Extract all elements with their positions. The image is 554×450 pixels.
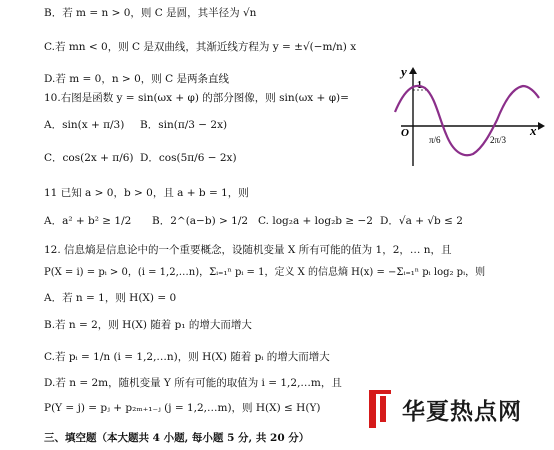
- watermark-text: 华夏热点网: [402, 398, 522, 425]
- question-12-definition: P(X = i) = pᵢ > 0，(i = 1,2,…n)，Σᵢ₌₁ⁿ pᵢ = 1，定义 X 的信息熵 H(x) = −Σᵢ₌₁ⁿ pᵢ log₂ pᵢ，则: [44, 267, 486, 278]
- sine-curve: [395, 86, 539, 155]
- q10-option-c: C．cos(2x + π/6): [44, 152, 134, 164]
- q11-option-c: C. log₂a + log₂b ≥ −2: [258, 215, 373, 227]
- option-b-circle: B．若 m = n > 0，则 C 是圆，其半径为 √n: [44, 7, 257, 19]
- q11-option-a: A．a² + b² ≥ 1/2: [44, 215, 132, 227]
- question-11-stem: 11 已知 a > 0，b > 0，且 a + b = 1，则: [44, 187, 249, 199]
- q11-option-b: B．2^(a−b) > 1/2: [152, 215, 249, 227]
- option-c-hyperbola: C.若 mn < 0，则 C 是双曲线，其渐近线方程为 y = ±√(−m/n) x: [44, 41, 357, 53]
- y-axis-arrow: [409, 67, 417, 74]
- x-axis-label: x: [530, 123, 537, 138]
- q10-option-a: A．sin(x + π/3): [44, 119, 125, 131]
- section-3-heading: 三、填空题（本大题共 4 小题, 每小题 5 分, 共 20 分）: [44, 432, 310, 444]
- watermark-logo-icon: [366, 387, 394, 431]
- q11-option-d: D．√a + √b ≤ 2: [380, 215, 463, 227]
- origin-label: O: [401, 127, 409, 139]
- question-10-stem: 10.右图是函数 y = sin(ωx + φ) 的部分图像，则 sin(ωx + φ)=: [44, 92, 349, 104]
- x-axis-arrow: [538, 122, 545, 130]
- y-axis-label: y: [401, 64, 407, 79]
- x-tick-label-2: 2π/3: [490, 135, 507, 145]
- x-tick-label-1: π/6: [429, 135, 441, 145]
- sine-graph: [393, 62, 545, 170]
- option-d-lines: D.若 m = 0，n > 0，则 C 是两条直线: [44, 73, 229, 85]
- q12-option-b: B.若 n = 2，则 H(X) 随着 p₁ 的增大而增大: [44, 319, 252, 331]
- q10-option-d: D．cos(5π/6 − 2x): [140, 152, 237, 164]
- q12-option-d: D.若 n = 2m，随机变量 Y 所有可能的取值为 i = 1,2,…m，且: [44, 377, 342, 389]
- y-tick-label: 1: [417, 80, 422, 91]
- question-12-stem: 12. 信息熵是信息论中的一个重要概念，设随机变量 X 所有可能的值为 1，2，… n，且: [44, 244, 452, 256]
- q10-option-b: B．sin(π/3 − 2x): [140, 119, 228, 131]
- q12-option-a: A．若 n = 1，则 H(X) = 0: [44, 292, 177, 304]
- watermark: [366, 383, 554, 435]
- q12-option-d-condition: P(Y = j) = pⱼ + p₂ₘ₊₁₋ⱼ (j = 1,2,…m)，则 H(X) ≤ H(Y): [44, 402, 321, 414]
- q12-option-c: C.若 pᵢ = 1/n (i = 1,2,…n)，则 H(X) 随着 pᵢ 的增大而增大: [44, 351, 330, 363]
